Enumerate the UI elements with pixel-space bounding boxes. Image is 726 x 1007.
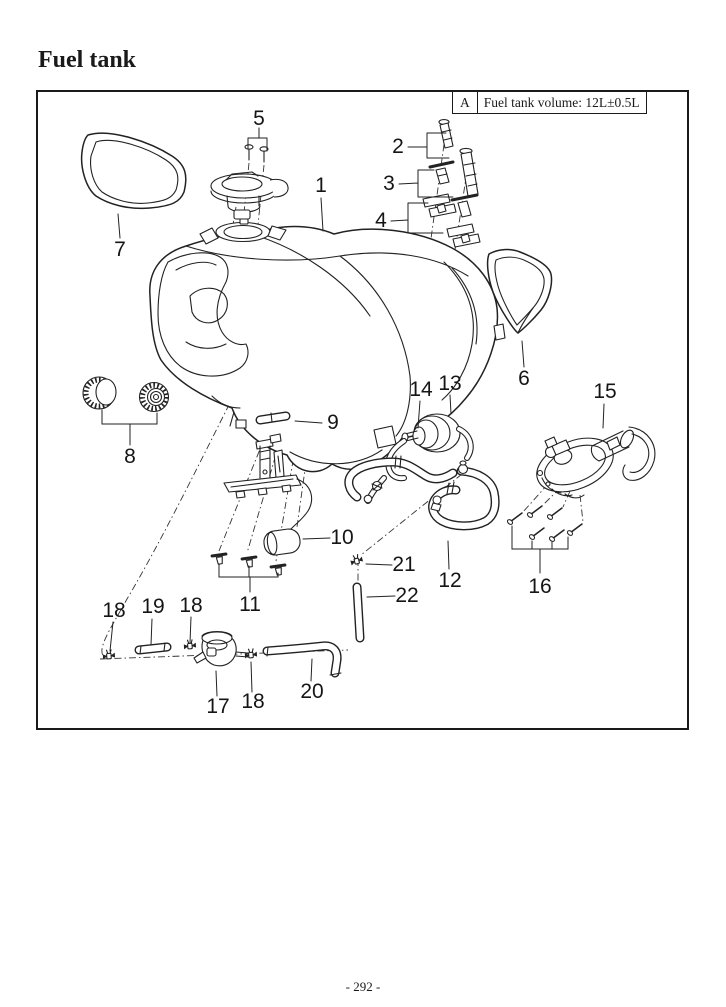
fuel-line-drawing	[103, 632, 341, 676]
callout-15: 15	[593, 380, 617, 403]
callout-14: 14	[409, 378, 433, 401]
callout-18-b: 18	[179, 594, 203, 617]
callout-2: 2	[392, 135, 404, 158]
callout-20: 20	[300, 680, 324, 703]
callout-12: 12	[438, 569, 462, 592]
callout-7: 7	[114, 238, 126, 261]
info-note: Fuel tank volume: 12L±0.5L	[483, 95, 640, 110]
callout-4: 4	[375, 209, 387, 232]
callout-5: 5	[253, 107, 265, 130]
left-panel-drawing	[82, 133, 186, 208]
damper-knobs-drawing	[83, 377, 169, 445]
hose-assembly-drawing	[349, 456, 495, 526]
callout-16: 16	[528, 575, 552, 598]
callout-9: 9	[327, 411, 339, 434]
callout-3: 3	[383, 172, 395, 195]
page-number: - 292 -	[345, 979, 381, 994]
callout-18-c: 18	[241, 690, 265, 713]
callout-11: 11	[239, 593, 261, 616]
callout-1: 1	[315, 174, 327, 197]
callout-22: 22	[395, 584, 419, 607]
info-table	[452, 91, 647, 114]
callout-17: 17	[206, 695, 230, 718]
vent-tube-drawing	[349, 554, 363, 638]
fuel-cap-drawing	[211, 145, 288, 224]
callout-13: 13	[438, 372, 462, 395]
page-title: Fuel tank	[38, 47, 137, 73]
callout-18-a: 18	[102, 599, 126, 622]
callout-19: 19	[141, 595, 165, 618]
callout-10: 10	[330, 526, 354, 549]
callout-21: 21	[392, 553, 416, 576]
callout-8: 8	[124, 445, 136, 468]
mount-hardware-drawing	[423, 120, 480, 247]
info-ref-letter: A	[453, 92, 478, 113]
callout-6: 6	[518, 367, 530, 390]
